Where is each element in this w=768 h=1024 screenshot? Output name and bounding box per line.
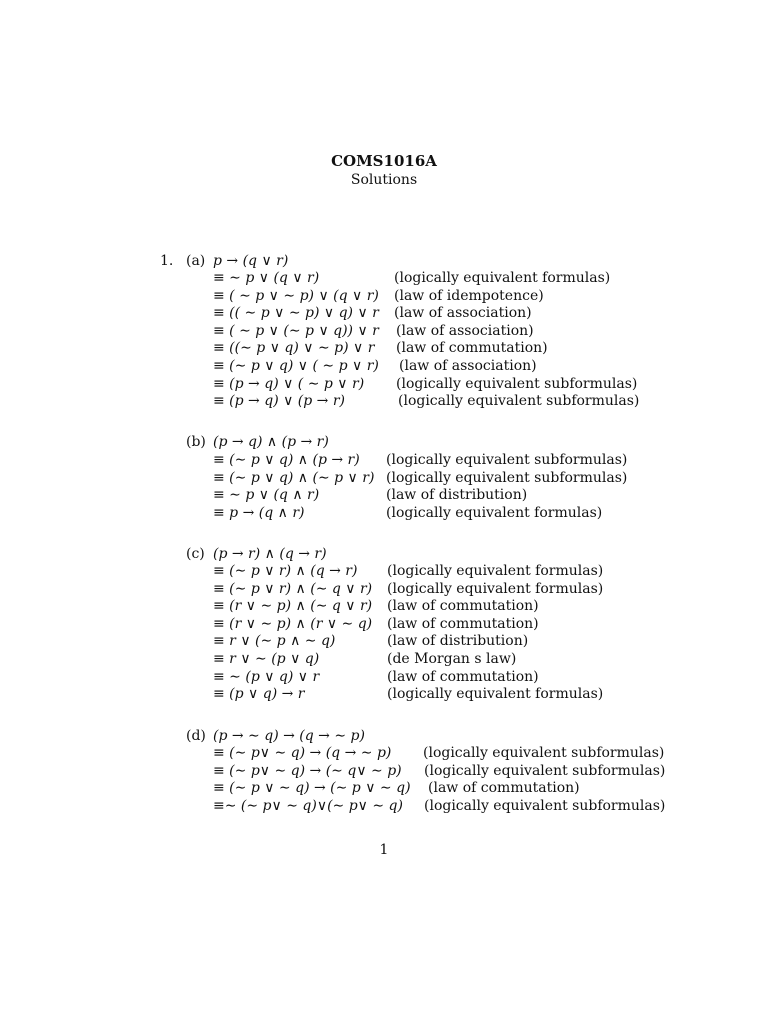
step-reason: (logically equivalent formulas) — [387, 686, 604, 703]
step-reason: (law of commutation) — [428, 780, 580, 797]
step-formula: ≡ (∼ p ∨ r) ∧ (∼ q ∨ r) — [213, 580, 373, 597]
step-formula: ≡ (∼ p ∨ q) ∧ (p → r) — [213, 452, 360, 468]
step-formula: ≡ ( ∼ p ∨ ∼ p) ∨ (q ∨ r) — [213, 287, 379, 304]
step-formula: ≡ (∼ p ∨ ∼ q) → (∼ p ∨ ∼ q) — [213, 780, 411, 797]
step-formula: ≡∼ (∼ p∨ ∼ q)∨(∼ p∨ ∼ q) — [213, 797, 403, 814]
page-title: COMS1016A — [331, 152, 437, 170]
step-reason: (logically equivalent formulas) — [386, 504, 603, 521]
part-label: (d) — [186, 728, 206, 744]
step-formula: ≡ p → (q ∧ r) — [213, 504, 305, 521]
step-reason: (law of commutation) — [387, 598, 539, 615]
step-reason: (logically equivalent subformulas) — [423, 745, 665, 761]
step-formula: ≡ ( ∼ p ∨ (∼ p ∨ q)) ∨ r — [213, 322, 379, 339]
step-reason: (law of association) — [399, 358, 537, 374]
step-formula: ≡ (∼ p∨ ∼ q) → (q → ∼ p) — [213, 745, 392, 761]
step-reason: (law of commutation) — [387, 668, 539, 685]
step-reason: (logically equivalent formulas) — [394, 270, 611, 286]
part-expression: (p → r) ∧ (q → r) — [213, 546, 327, 562]
step-formula: ≡ (r ∨ ∼ p) ∧ (r ∨ ∼ q) — [213, 615, 373, 632]
part-label: (b) — [186, 434, 206, 450]
step-reason: (logically equivalent subformulas) — [424, 762, 666, 779]
page-subtitle: Solutions — [350, 172, 418, 188]
step-reason: (law of commutation) — [396, 340, 548, 357]
step-formula: ≡ (p → q) ∨ ( ∼ p ∨ r) — [213, 375, 365, 392]
question-number: 1. — [160, 253, 174, 269]
part-expression: (p → ∼ q) → (q → ∼ p) — [213, 728, 365, 744]
step-formula: ≡ ((∼ p ∨ q) ∨ ∼ p) ∨ r — [213, 340, 375, 357]
part-label: (c) — [186, 546, 205, 562]
step-reason: (logically equivalent subformulas) — [386, 469, 628, 486]
step-reason: (logically equivalent formulas) — [387, 563, 604, 579]
step-formula: ≡ ∼ p ∨ (q ∨ r) — [213, 270, 320, 286]
step-reason: (law of commutation) — [387, 615, 539, 632]
step-formula: ≡ (∼ p ∨ q) ∧ (∼ p ∨ r) — [213, 469, 375, 486]
step-formula: ≡ (∼ p ∨ q) ∨ ( ∼ p ∨ r) — [213, 358, 379, 374]
part-label: (a) — [186, 253, 206, 269]
step-reason: (law of distribution) — [387, 633, 529, 650]
step-reason: (law of association) — [394, 305, 532, 322]
step-formula: ≡ ∼ (p ∨ q) ∨ r — [213, 668, 320, 685]
step-reason: (logically equivalent subformulas) — [396, 375, 638, 392]
step-reason: (law of distribution) — [386, 487, 528, 504]
step-reason: (logically equivalent formulas) — [387, 580, 604, 597]
page-number: 1 — [379, 842, 389, 858]
step-formula: ≡ (r ∨ ∼ p) ∧ (∼ q ∨ r) — [213, 598, 373, 615]
step-formula: ≡ (( ∼ p ∨ ∼ p) ∨ q) ∨ r — [213, 305, 379, 322]
step-formula: ≡ (p ∨ q) → r — [213, 686, 305, 703]
step-reason: (logically equivalent subformulas) — [424, 797, 666, 814]
step-formula: ≡ ∼ p ∨ (q ∧ r) — [213, 487, 320, 504]
step-reason: (law of association) — [396, 322, 534, 339]
step-reason: (de Morgan s law) — [387, 651, 517, 667]
step-reason: (law of idempotence) — [394, 287, 544, 304]
step-reason: (logically equivalent subformulas) — [386, 452, 628, 468]
part-expression: p → (q ∨ r) — [213, 253, 289, 269]
step-formula: ≡ r ∨ (∼ p ∧ ∼ q) — [213, 633, 336, 650]
step-formula: ≡ (∼ p ∨ r) ∧ (q → r) — [213, 563, 358, 579]
step-formula: ≡ (p → q) ∨ (p → r) — [213, 393, 346, 410]
step-reason: (logically equivalent subformulas) — [398, 393, 640, 410]
part-expression: (p → q) ∧ (p → r) — [213, 434, 329, 450]
step-formula: ≡ r ∨ ∼ (p ∨ q) — [213, 651, 320, 667]
step-formula: ≡ (∼ p∨ ∼ q) → (∼ q∨ ∼ p) — [213, 762, 402, 779]
